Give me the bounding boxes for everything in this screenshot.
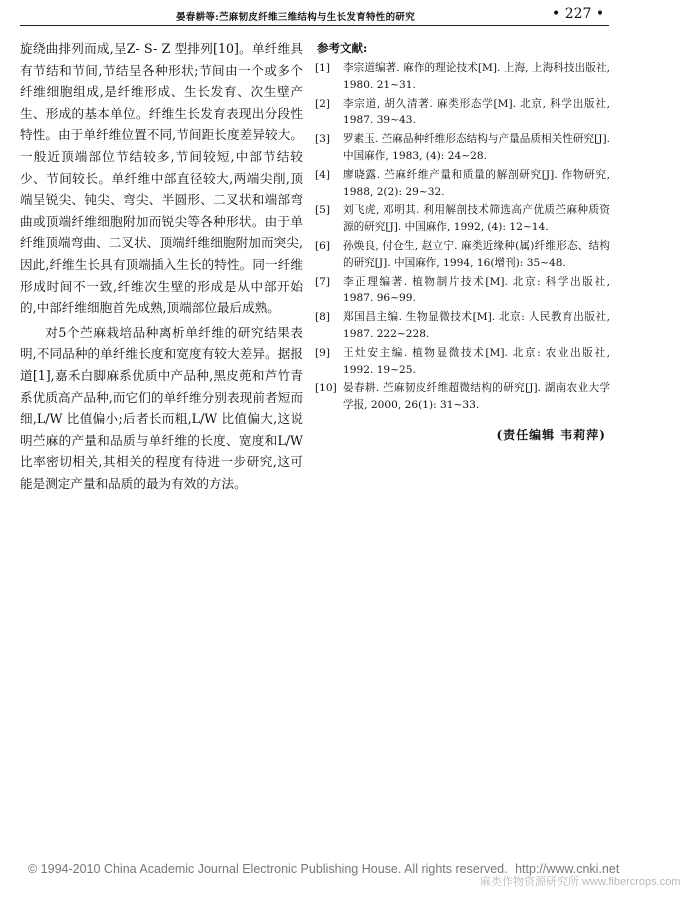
footer-link[interactable]: http://www.cnki.net [515,862,620,876]
reference-item [313,167,610,201]
reference-number: [10] [315,382,337,395]
reference-text: 王灶安主编. 植物显微技术[M]. 北京: 农业出版社, 1992. 19~25. [343,346,610,376]
page-number: • 227 • [552,6,605,22]
references-column [313,40,610,443]
body-text-column [20,38,303,494]
reference-text: 郑国昌主编. 生物显微技术[M]. 北京: 人民教育出版社, 1987. 222~228. [343,311,610,340]
reference-item [313,202,610,236]
reference-item [313,96,610,130]
reference-text: 孙焕良, 付仓生, 赵立宁. 麻类近缘种(属)纤维形态、结构的研究[J]. 中国麻作, 1994, 16(增刊): 35~48. [343,239,610,269]
reference-item [313,309,610,343]
reference-number: [7] [315,275,331,288]
reference-number: [4] [315,168,331,181]
reference-item [313,274,610,308]
reference-text: 李正理编著. 植物制片技术[M]. 北京: 科学出版社, 1987. 96~99. [343,275,610,305]
reference-item [313,60,610,94]
reference-text: 廖晓露. 苎麻纤维产量和质量的解剖研究[J]. 作物研究, 1988, 2(2): 29~32. [343,168,610,198]
reference-item [313,345,610,379]
references-heading: 参考文献: [317,41,368,55]
reference-number: [3] [315,133,331,146]
reference-text: 李宗道, 胡久清著. 麻类形态学[M]. 北京, 科学出版社, 1987. 39~43. [343,97,610,127]
page-header [0,0,625,30]
reference-number: [2] [315,97,331,110]
reference-text: 刘飞虎, 邓明其. 利用解剖技术筛选高产优质苎麻种质资源的研究[J]. 中国麻作, 1992, (4): 12~14. [343,204,610,234]
header-divider [20,25,609,26]
copyright-text: © 1994-2010 China Academic Journal Electronic Publishing House. All rights reserved. [28,862,508,876]
body-paragraph: 旋绕曲排列而成,呈Z- S- Z 型排列[10]。单纤维具有节结和节间,节结呈各种形状;节间由一个或多个纤维细胞组成,是纤维形成、生长发育、次生壁产生、形成的基本单位。纤维生长发育表现出分段性特性。由于单纤维位置不同,节间距长度差异较大。一般近顶端部位节结较多,节间较短,中部节结较少、节间较长。单纤维中部直径较大,两端尖削,顶端呈锐尖、钝尖、弯尖、半圆形、二叉状和端部弯曲或顶端纤维细胞附加而锐尖等各种形状。由于单纤维顶端弯曲、二叉状、顶端纤维细胞附加而突尖,因此,纤维生长具有顶端插入生长的特性。同一纤维形成时间不一致,纤维次生壁的形成是从中部开始的,中部纤维细胞首先成熟,顶端部位最后成熟。 [20,41,303,316]
reference-number: [6] [315,239,331,252]
watermark: 麻类作物资源研究所 www.fibercrops.com [480,876,680,888]
reference-number: [5] [315,204,331,217]
reference-number: [9] [315,346,331,359]
reference-text: 罗素玉. 苎麻品种纤维形态结构与产量品质相关性研究[J]. 中国麻作, 1983, (4): 24~28. [343,133,610,162]
reference-text: 李宗道编著. 麻作的理论技术[M]. 上海, 上海科技出版社, 1980. 21~31. [343,62,610,91]
reference-text: 晏春耕. 苎麻韧皮纤维超微结构的研究[J]. 湖南农业大学学报, 2000, 26(1): 31~33. [343,382,610,412]
reference-item [313,380,610,414]
reference-number: [8] [315,311,331,324]
body-paragraph: 对5个苎麻栽培品种离析单纤维的研究结果表明,不同品种的单纤维长度和宽度有较大差异。据报道[1],嘉禾白脚麻系优质中产品种,黑皮蔸和芦竹青系优质高产品种,而它们的单纤维分别表现前者短而细,L/W 比值偏小;后者长而粗,L/W 比值偏大,这说明苎麻的产量和品质与单纤维的长度、宽度和L/W 比率密切相关,其相关的程度有待进一步研究,这可能是测定产量和品质的最为有效的方法。 [20,324,303,491]
running-title: 晏春耕等:苎麻韧皮纤维三维结构与生长发育特性的研究 [176,12,416,23]
reference-number: [1] [315,62,331,74]
editor-credit: (责任编辑 韦莉萍) [496,427,606,442]
reference-item [313,238,610,272]
reference-item [313,131,610,165]
